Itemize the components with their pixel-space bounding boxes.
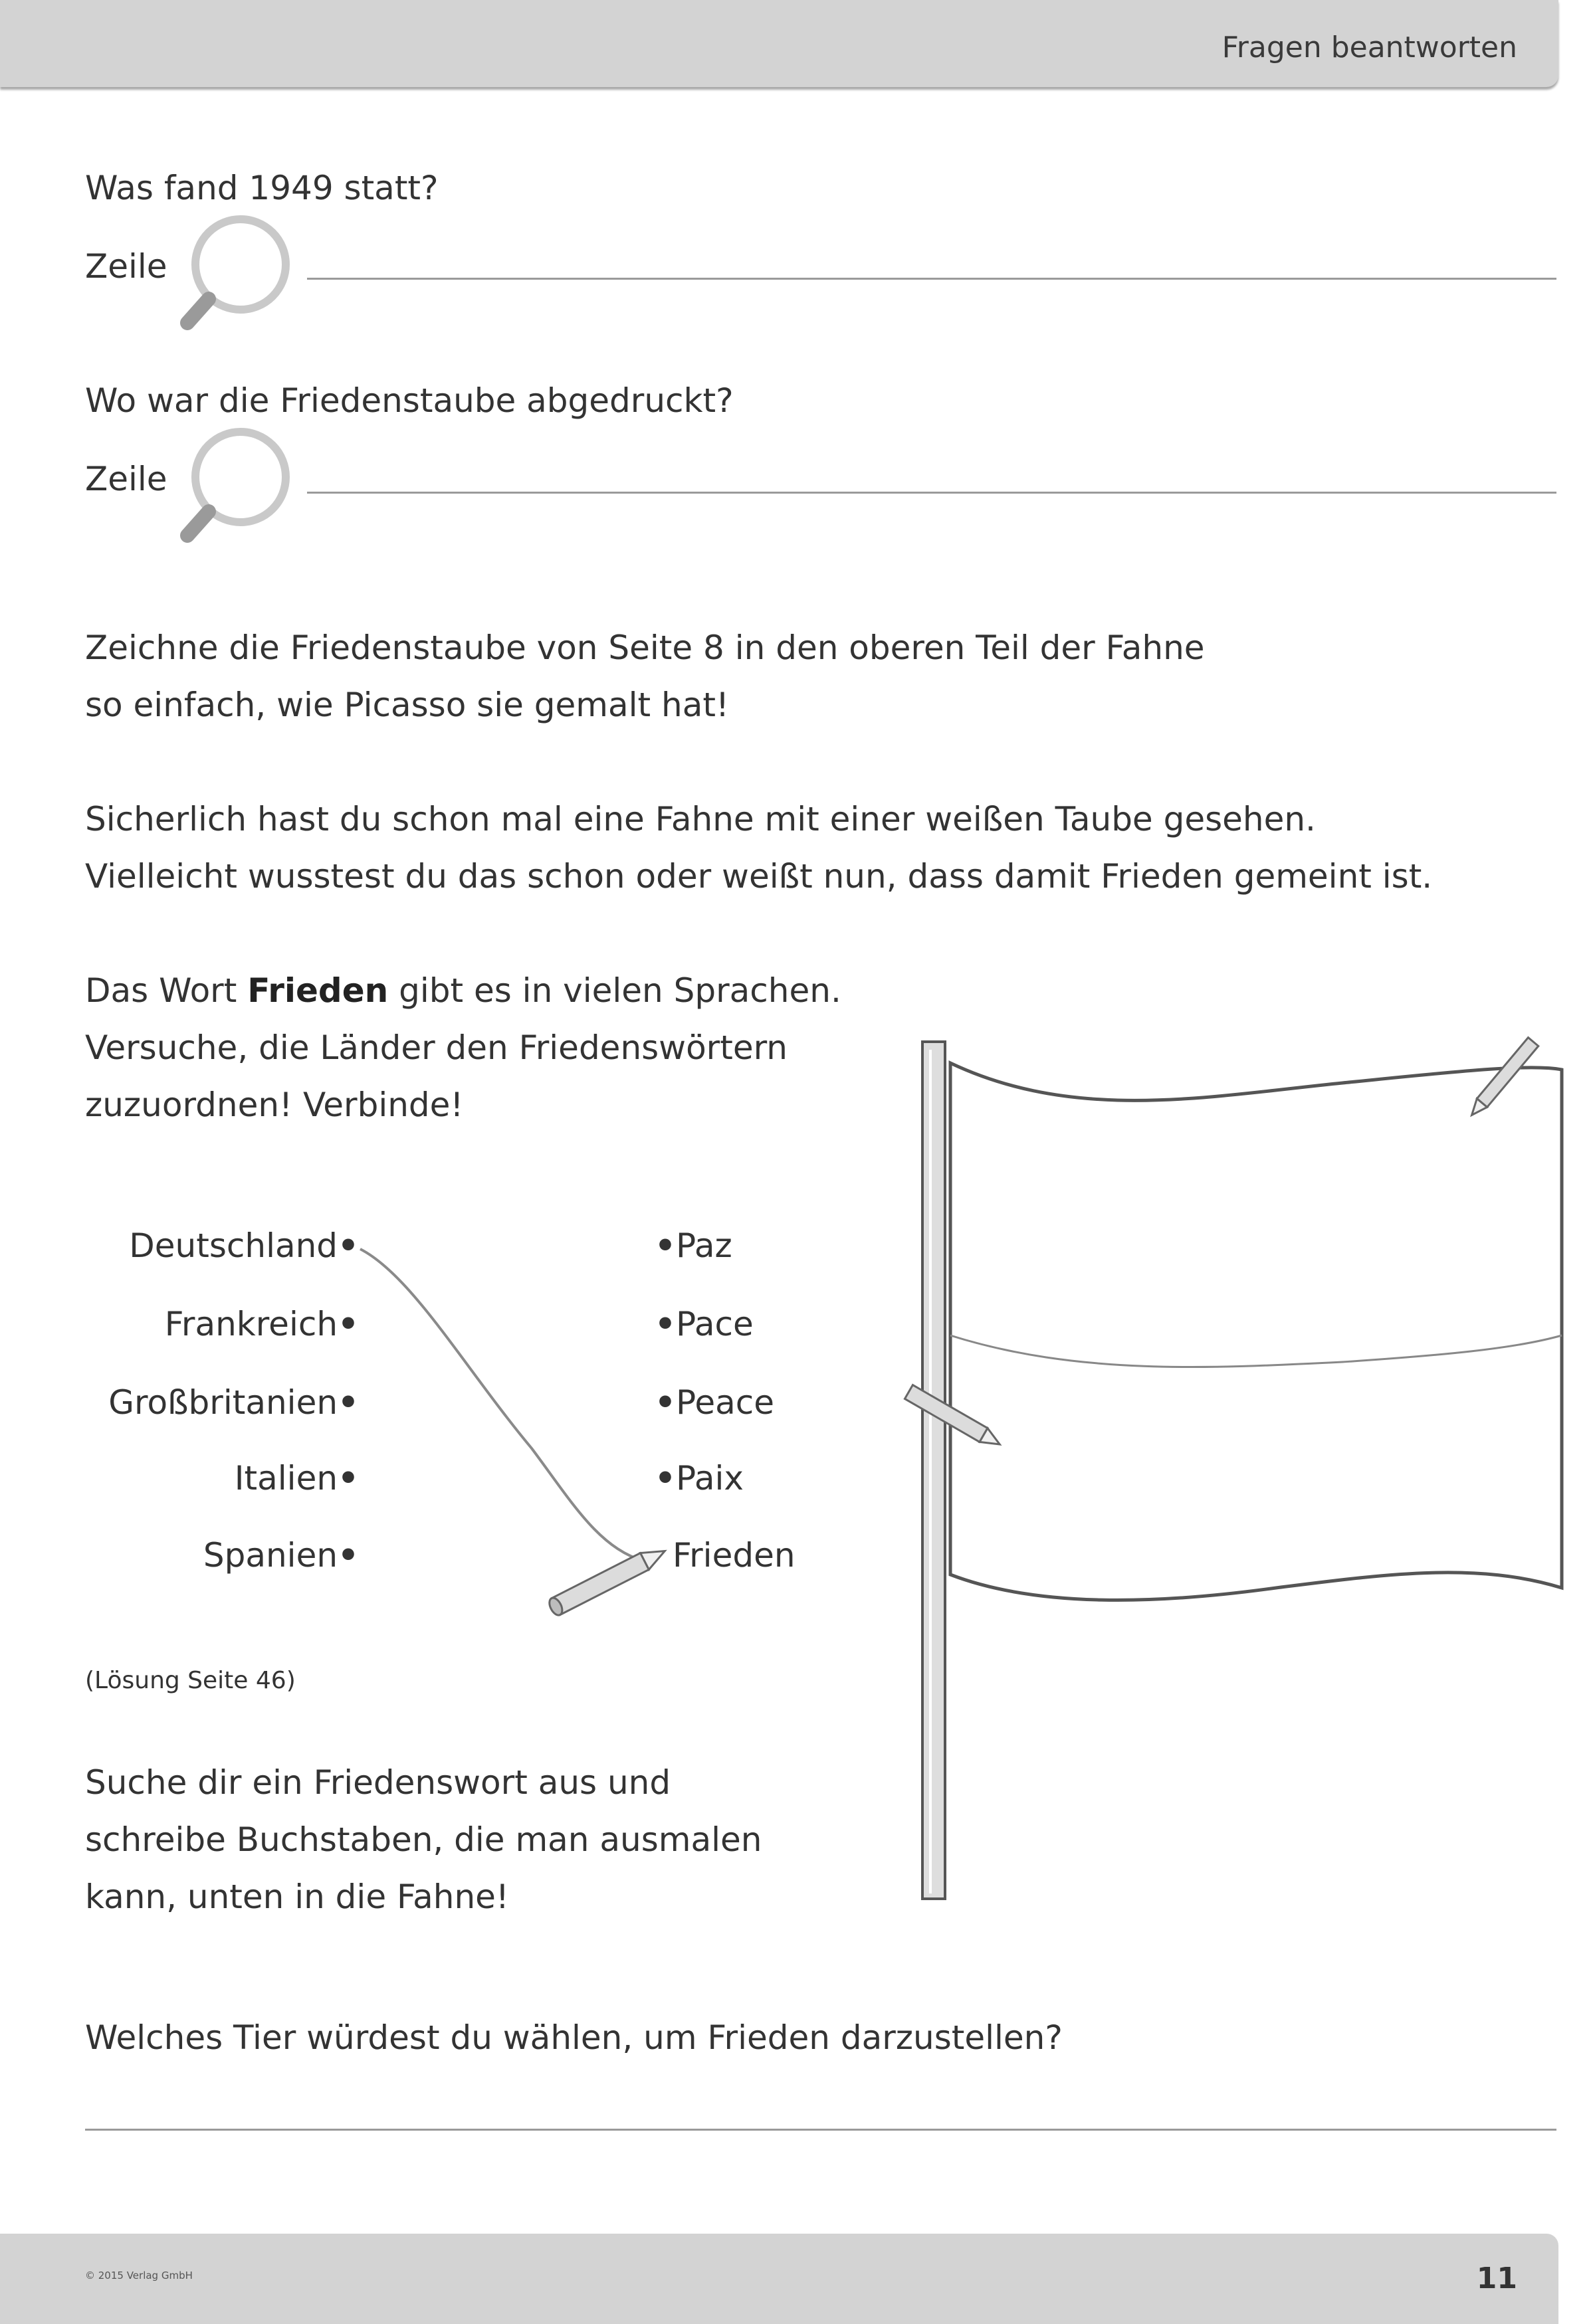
peace-word-item[interactable]: •Paix (655, 1459, 744, 1498)
country-item[interactable]: Frankreich• (164, 1305, 359, 1343)
answer-line-animal[interactable] (85, 2129, 1556, 2131)
header-bar (0, 0, 1558, 87)
country-item[interactable]: Spanien• (203, 1536, 359, 1575)
zeile-label-2: Zeile (85, 460, 167, 498)
draw-task-line-1: Zeichne die Friedenstaube von Seite 8 in den oberen Teil der Fahne (85, 629, 1205, 667)
matching-intro-line-3: zuzuordnen! Verbinde! (85, 1086, 464, 1124)
flag-illustration (877, 990, 1582, 1920)
question-1: Was fand 1949 statt? (85, 169, 439, 207)
animal-question: Welches Tier würdest du wählen, um Frieden darzustellen? (85, 2018, 1063, 2057)
peace-word-item[interactable]: •Peace (655, 1383, 774, 1422)
matching-intro-line-1: Das Wort Frieden gibt es in vielen Sprachen. (85, 971, 841, 1010)
country-item[interactable]: Italien• (234, 1459, 359, 1498)
peace-word-item[interactable]: •Pace (655, 1305, 754, 1343)
peace-word-item[interactable]: Frieden (673, 1536, 796, 1575)
pencil-line-illustration (332, 1236, 704, 1648)
footer-bar (0, 2234, 1558, 2324)
bold-word: Frieden (247, 971, 389, 1010)
info-line-1: Sicherlich hast du schon mal eine Fahne mit einer weißen Taube gesehen. (85, 800, 1316, 838)
copyright-notice: © 2015 Verlag GmbH (85, 2270, 193, 2281)
solution-note: (Lösung Seite 46) (85, 1667, 296, 1694)
matching-intro-line-2: Versuche, die Länder den Friedenswörtern (85, 1028, 788, 1067)
answer-line-1[interactable] (307, 278, 1556, 280)
magnifier-icon (174, 424, 294, 550)
write-task-line-3: kann, unten in die Fahne! (85, 1878, 509, 1916)
answer-line-2[interactable] (307, 492, 1556, 494)
page-number: 11 (1476, 2262, 1517, 2295)
draw-task-line-2: so einfach, wie Picasso sie gemalt hat! (85, 686, 729, 724)
write-task-line-1: Suche dir ein Friedenswort aus und (85, 1763, 671, 1802)
write-task-line-2: schreibe Buchstaben, die man ausmalen (85, 1820, 762, 1859)
peace-word-item[interactable]: •Paz (655, 1226, 732, 1265)
country-item[interactable]: Großbritanien• (108, 1383, 359, 1422)
question-2: Wo war die Friedenstaube abgedruckt? (85, 381, 734, 420)
country-item[interactable]: Deutschland• (129, 1226, 359, 1265)
info-line-2: Vielleicht wusstest du das schon oder weißt nun, dass damit Frieden gemeint ist. (85, 857, 1433, 896)
zeile-label-1: Zeile (85, 247, 167, 286)
magnifier-icon (174, 211, 294, 338)
section-title: Fragen beantworten (1222, 31, 1517, 64)
